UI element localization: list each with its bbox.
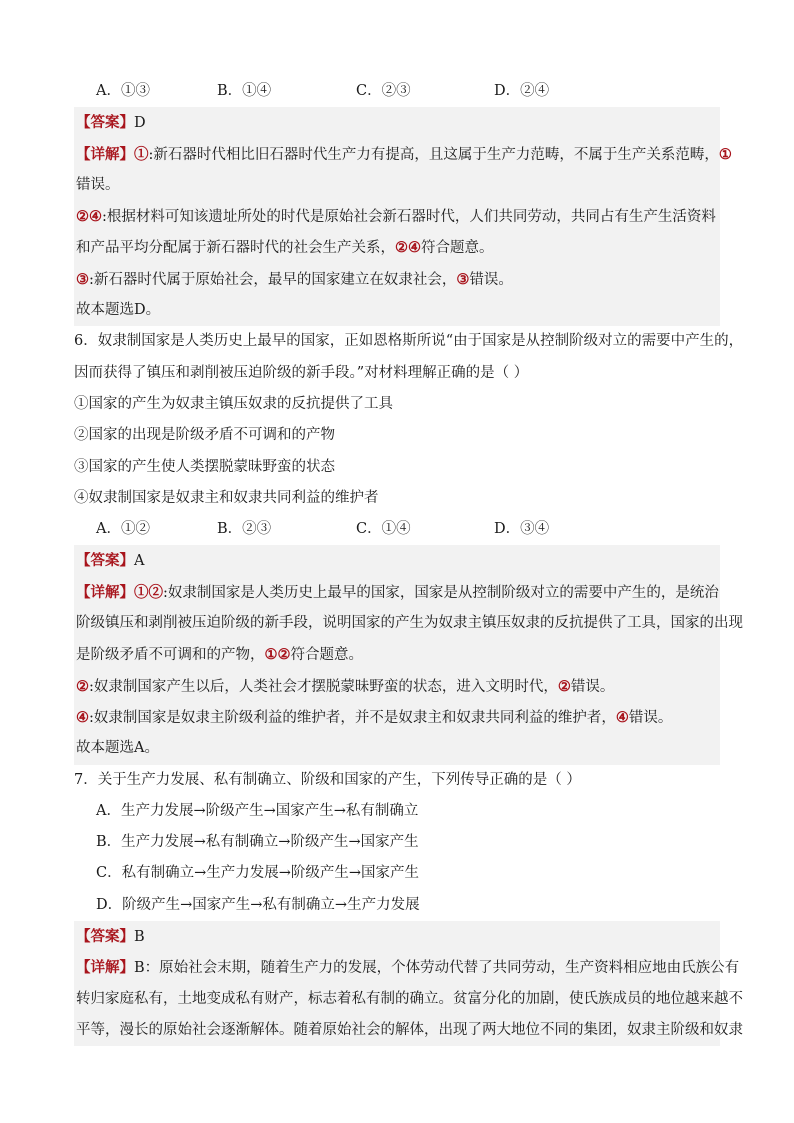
q6-detail-line (76, 639, 720, 670)
detail-mark: ③ (76, 270, 89, 288)
q5-detail-line (76, 139, 732, 170)
detail-text: :根据材料可知该遗址所处的时代是原始社会新石器时代，人们共同劳动，共同占有生产生活资料 (102, 209, 716, 226)
q6-detail-line: 阶级镇压和剥削被压迫阶级的新手段，说明国家的产生为奴隶主镇压奴隶的反抗提供了工具，国家的出现 (76, 615, 743, 632)
q5-option-c: C．②③ (356, 83, 411, 99)
q6-item-2: ②国家的出现是阶级矛盾不可调和的产物 (74, 427, 335, 444)
q5-option-b: B．①④ (217, 83, 272, 99)
q6-item-1: ①国家的产生为奴隶主镇压奴隶的反抗提供了工具 (74, 395, 393, 412)
q6-stem-line2: 因而获得了镇压和剥削被压迫阶级的新手段。”对材料理解正确的是（ ） (74, 364, 529, 381)
q7-detail-line (76, 952, 740, 983)
q5-answer-block (74, 107, 732, 326)
q5-option-d: D．②④ (494, 83, 550, 99)
detail-text: :新石器时代属于原始社会，最早的国家建立在奴隶社会， (89, 271, 457, 288)
q7-stem: 7．关于生产力发展、私有制确立、阶级和国家的产生，下列传导正确的是（ ） (74, 771, 581, 788)
detail-text: 符合题意。 (290, 647, 363, 664)
detail-mark: ③ (456, 270, 470, 288)
q7-option-c: C．私有制确立→生产力发展→阶级产生→国家产生 (96, 865, 420, 882)
q5-detail-line (76, 170, 720, 201)
q6-option-d: D．③④ (494, 521, 550, 538)
answer-value: B (134, 929, 145, 946)
detail-mark: ①② (264, 646, 291, 664)
q5-detail-line (76, 232, 720, 263)
detail-text: 符合题意。 (421, 240, 494, 257)
q6-detail-line (76, 702, 720, 733)
q5-detail-line (76, 201, 720, 232)
q5-option-a: A．①③ (96, 83, 150, 99)
q5-detail-line (76, 264, 720, 295)
q6-answer-block (74, 545, 743, 764)
detail-mark: ② (76, 677, 89, 695)
detail-text: 错误。 (628, 709, 673, 726)
detail-text: :新石器时代相比旧石器时代生产力有提高，且这属于生产力范畴，不属于生产关系范畴， (148, 146, 719, 163)
detail-mark: ④ (76, 708, 89, 726)
q7-detail-line: 转归家庭私有，土地变成私有财产，标志着私有制的确立。贫富分化的加剧，使氏族成员的地位越来越不 (76, 990, 743, 1007)
detail-mark: ① (134, 145, 149, 163)
q5-answer (76, 107, 720, 138)
detail-text: :奴隶制国家是人类历史上最早的国家，国家是从控制阶级对立的需要中产生的，是统治 (163, 584, 719, 601)
q6-options (74, 514, 720, 545)
answer-value: A (134, 553, 145, 570)
detail-text: 错误。 (76, 176, 120, 193)
detail-text: 错误。 (469, 271, 513, 288)
q6-detail-line (76, 577, 720, 608)
q6-stem-line1: 6．奴隶制国家是人类历史上最早的国家，正如恩格斯所说“由于国家是从控制阶级对立的需要中产生的， (74, 333, 744, 350)
q7-answer (76, 921, 720, 952)
detail-mark: ② (557, 677, 571, 695)
q6-detail-line (76, 671, 720, 702)
detail-text: 错误。 (570, 678, 615, 695)
detail-tag: 【详解】 (76, 583, 134, 601)
detail-tag: 【详解】 (76, 145, 134, 163)
q6-option-b: B．②③ (217, 521, 272, 538)
q5-options (74, 76, 720, 107)
q6-answer (76, 545, 720, 576)
detail-mark: ②④ (395, 239, 421, 257)
q6-item-3: ③国家的产生使人类摆脱蒙昧野蛮的状态 (74, 458, 335, 475)
q6-option-a: A．①② (96, 521, 150, 538)
detail-text: :奴隶制国家产生以后，人类社会才摆脱蒙昧野蛮的状态，进入文明时代， (89, 678, 558, 695)
answer-tag: 【答案】 (76, 928, 134, 946)
detail-text: B：原始社会末期，随着生产力的发展，个体劳动代替了共同劳动，生产资料相应地由氏族公有 (134, 960, 740, 977)
q7-detail-line: 平等，漫长的原始社会逐渐解体。随着原始社会的解体，出现了两大地位不同的集团，奴隶主阶级和奴隶 (76, 1021, 743, 1038)
detail-mark: ④ (615, 708, 629, 726)
q7-option-a: A．生产力发展→阶级产生→国家产生→私有制确立 (96, 802, 419, 819)
detail-mark: ①② (134, 583, 163, 601)
q7-option-d: D．阶级产生→国家产生→私有制确立→生产力发展 (96, 896, 420, 913)
answer-tag: 【答案】 (76, 114, 134, 132)
q6-option-c: C．①④ (356, 521, 411, 538)
detail-text: 是阶级矛盾不可调和的产物， (76, 647, 265, 664)
detail-mark: ②④ (76, 208, 102, 226)
detail-mark: ① (718, 145, 732, 163)
q6-conclusion: 故本题选A。 (76, 740, 159, 757)
detail-text: :奴隶制国家是奴隶主阶级利益的维护者，并不是奴隶主和奴隶共同利益的维护者， (89, 709, 616, 726)
detail-tag: 【详解】 (76, 959, 134, 977)
q7-option-b: B．生产力发展→私有制确立→阶级产生→国家产生 (96, 834, 419, 851)
detail-text: 和产品平均分配属于新石器时代的社会生产关系， (76, 240, 395, 257)
q6-item-4: ④奴隶制国家是奴隶主和奴隶共同利益的维护者 (74, 489, 379, 506)
q7-answer-block (74, 921, 743, 1046)
document-page (74, 76, 744, 1046)
answer-value: D (134, 115, 146, 132)
answer-tag: 【答案】 (76, 552, 134, 570)
q5-conclusion: 故本题选D。 (76, 302, 161, 319)
